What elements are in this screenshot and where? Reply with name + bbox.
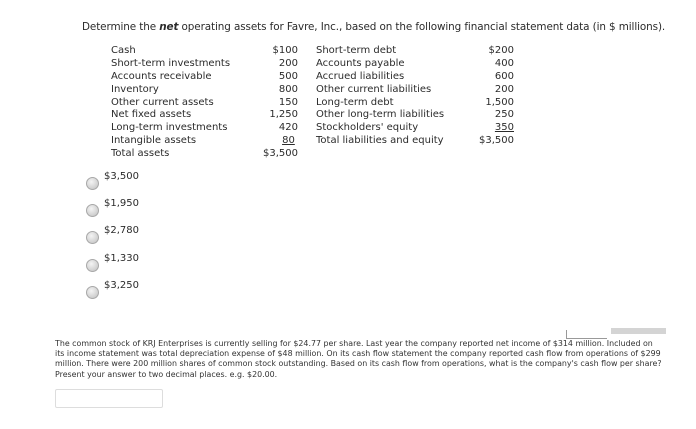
- asset-label: Inventory: [111, 83, 159, 95]
- liability-label: Long-term debt: [316, 96, 394, 108]
- asset-total-label: Total assets: [111, 148, 170, 160]
- liabilities-labels: [316, 45, 444, 148]
- radio-button[interactable]: [86, 204, 99, 217]
- asset-total-value: $3,500: [263, 148, 298, 160]
- question-2-text: The common stock of KRJ Enterprises is currently selling for $24.77 per share. Last year the company reported net income of $314 million. Included on its income statement was total depreciation expense of $48 million. On its cash flow statement the company reported cash flow from operations of $299 million. There were 200 million shares of common stock outstanding. Based on its cash flow from operations, what is the company's cash flow per share? Present your answer to two decimal places. e.g. $20.00.: [55, 339, 662, 379]
- choice-label[interactable]: $3,500: [104, 171, 139, 182]
- asset-value: 80: [282, 135, 295, 147]
- asset-label: Cash: [111, 45, 136, 56]
- liability-label: Accounts payable: [316, 57, 405, 69]
- liability-value: 200: [494, 83, 514, 95]
- radio-button[interactable]: [86, 286, 99, 299]
- radio-button[interactable]: [86, 259, 99, 272]
- asset-label: Intangible assets: [111, 135, 197, 147]
- liability-value: 400: [494, 57, 514, 69]
- liabilities-values: [470, 45, 514, 148]
- liability-value: 350: [494, 122, 514, 134]
- choice-label[interactable]: $1,330: [104, 252, 139, 264]
- assets-values: [256, 45, 298, 161]
- asset-label: Other current assets: [111, 96, 214, 108]
- liability-label: Accrued liabilities: [316, 70, 405, 82]
- liability-value: 600: [494, 70, 514, 82]
- asset-label: Long-term investments: [111, 122, 228, 134]
- question-emphasis: net: [159, 21, 179, 33]
- scroll-bar[interactable]: [611, 328, 666, 334]
- choice-label[interactable]: $2,780: [104, 225, 139, 237]
- asset-value: $100: [272, 45, 298, 56]
- liability-label: Other current liabilities: [316, 83, 432, 95]
- asset-value: 800: [278, 83, 298, 95]
- asset-value: 500: [278, 70, 298, 82]
- answer-input[interactable]: [55, 389, 163, 408]
- liability-value: 250: [494, 109, 514, 121]
- liability-label: Stockholders' equity: [316, 122, 419, 134]
- asset-value: 200: [278, 57, 298, 69]
- asset-value: 150: [278, 96, 298, 108]
- liability-total-label: Total liabilities and equity: [316, 135, 444, 147]
- liability-value: 1,500: [485, 96, 514, 108]
- assets-labels: [111, 45, 230, 161]
- radio-button[interactable]: [86, 231, 99, 244]
- liability-label: Other long-term liabilities: [316, 109, 445, 121]
- liability-total-value: $3,500: [479, 135, 514, 147]
- asset-value: 420: [278, 122, 298, 134]
- question-prefix: Determine the: [82, 21, 160, 33]
- question-text: [82, 21, 665, 33]
- choice-label[interactable]: $1,950: [104, 198, 139, 210]
- radio-button[interactable]: [86, 177, 99, 190]
- choice-label[interactable]: $3,250: [104, 279, 139, 291]
- asset-value: 1,250: [269, 109, 298, 121]
- asset-label: Net fixed assets: [111, 109, 192, 121]
- liability-value: $200: [488, 45, 514, 56]
- question-suffix: operating assets for Favre, Inc., based on the following financial statement data (in $ millions).: [178, 21, 666, 33]
- asset-label: Accounts receivable: [111, 70, 212, 82]
- liability-label: Short-term debt: [316, 45, 397, 56]
- divider: [566, 330, 607, 339]
- asset-label: Short-term investments: [111, 57, 231, 69]
